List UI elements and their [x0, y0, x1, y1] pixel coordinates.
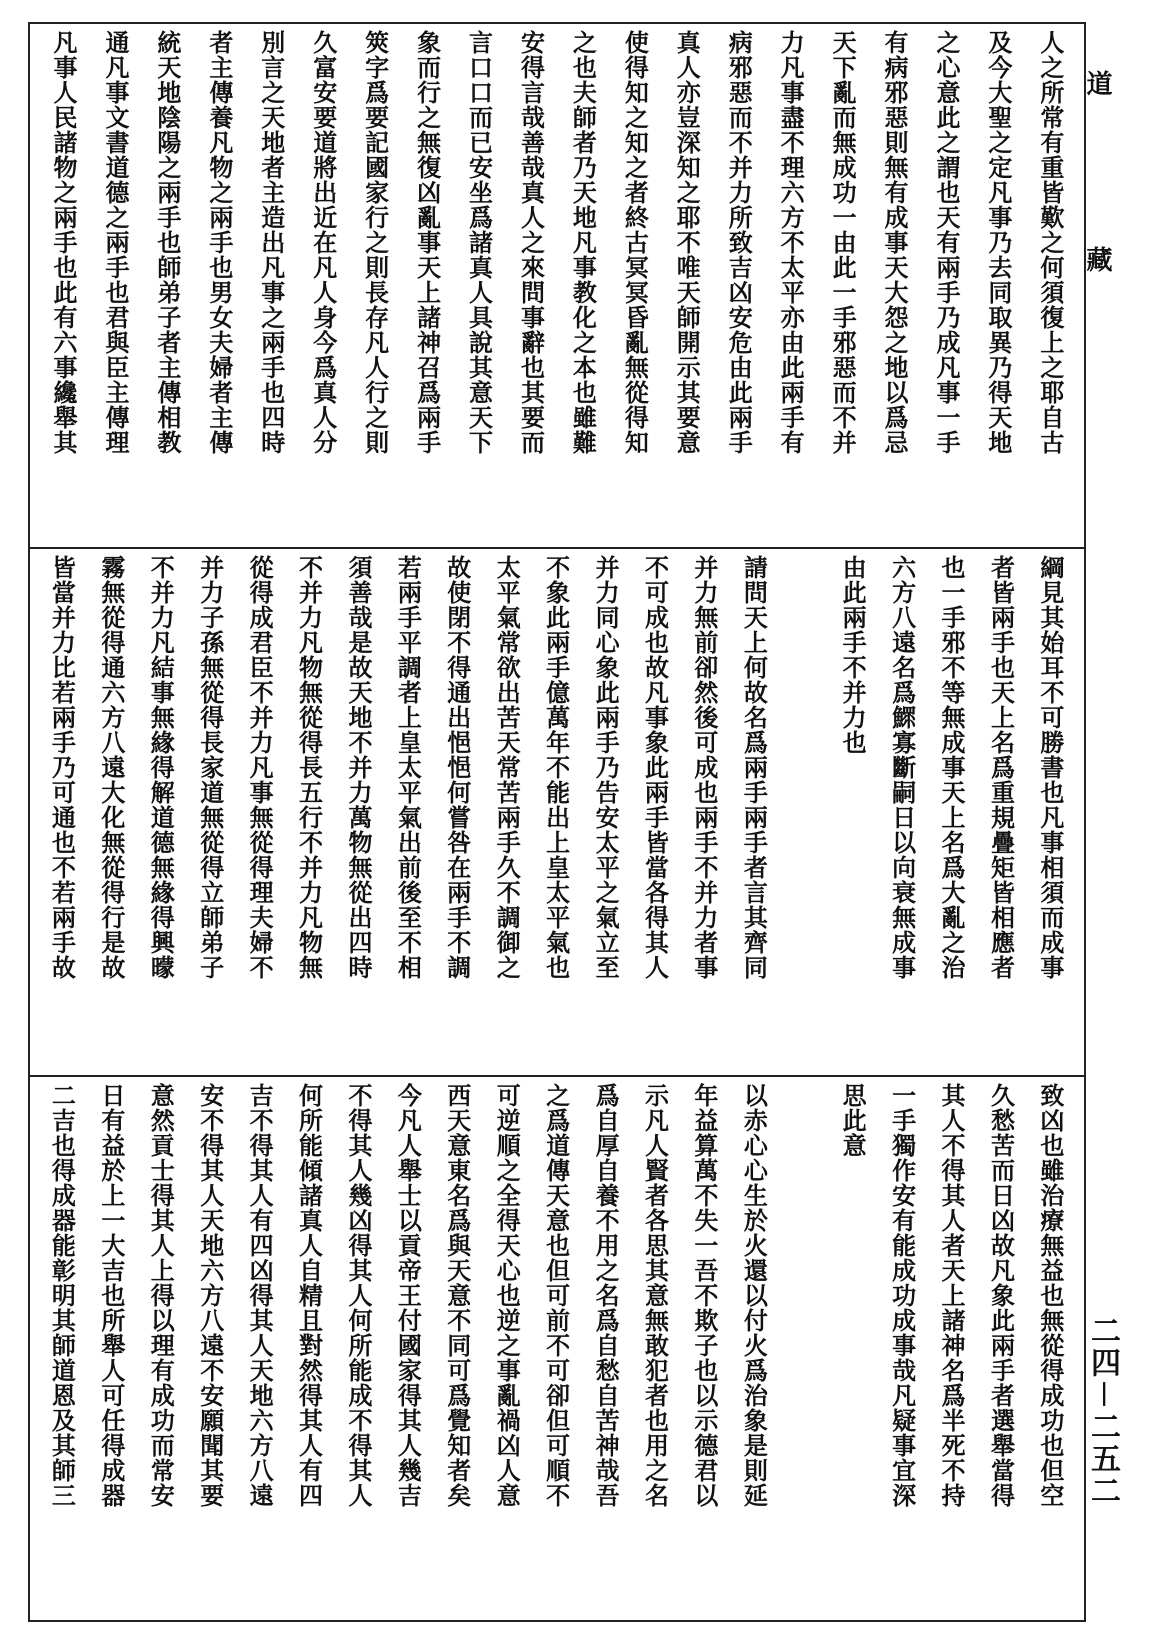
text-column: 意然貢士得其人上得以理有成功而常安: [146, 1083, 176, 1508]
text-column: 其人不得其人者天上諸神名爲半死不持: [937, 1083, 967, 1508]
text-column: 象而行之無復凶亂事天上諸神召爲兩手: [412, 30, 442, 455]
text-column: 故使閉不得通出悒悒何嘗咎在兩手不調: [442, 555, 472, 980]
text-column: 以赤心心生於火還以付火爲治象是則延: [739, 1083, 769, 1508]
text-column: 不可成也故凡事象此兩手皆當各得其人: [640, 555, 670, 980]
text-column: 示凡人賢者各思其意無敢犯者也用之名: [640, 1083, 670, 1508]
text-column: 真人亦豈深知之耶不唯天師開示其要意: [672, 30, 702, 455]
text-column: 及今大聖之定凡事乃去同取異乃得天地: [983, 30, 1013, 455]
text-column: 統天地陰陽之兩手也師弟子者主傳相教: [152, 30, 182, 455]
text-column: 有病邪惡則無有成事天大怨之地以爲忌: [880, 30, 909, 455]
text-column: 從得成君臣不并力凡事無從得理夫婦不: [245, 555, 275, 980]
text-column: 不象此兩手億萬年不能出上皇太平氣也: [541, 555, 571, 980]
text-column: 年益算萬不失一吾不欺子也以示德君以: [689, 1083, 719, 1508]
margin-title: 道藏: [1082, 70, 1112, 422]
text-column: 何所能傾諸真人自精且對然得其人有四: [294, 1083, 324, 1508]
text-column: 病邪惡而不并力所致吉凶安危由此兩手: [724, 30, 754, 455]
text-column: 日有益於上一大吉也所舉人可任得成器: [96, 1083, 126, 1508]
text-column: 久愁苦而日凶故凡象此兩手者選舉當得: [986, 1083, 1016, 1508]
text-column: 致凶也雖治療無益也無從得成功也但空: [1035, 1083, 1065, 1508]
text-column: 人之所常有重皆歎之何須復上之耶自古: [1035, 30, 1065, 455]
text-column: 使得知之知之者終古冥冥昏亂無從得知: [620, 30, 650, 455]
text-column: [779, 555, 828, 1069]
text-column: 別言之天地者主造出凡事之兩手也四時: [256, 30, 286, 455]
text-column: 筴字爲要記國家行之則長存凡人行之則: [360, 30, 390, 455]
text-column: 并力同心象此兩手乃告安太平之氣立至: [591, 555, 621, 980]
text-column: 思此意: [838, 1083, 868, 1158]
text-panel-bottom: [30, 1077, 1084, 1620]
text-column: 若兩手平調者上皇太平氣出前後至不相: [393, 555, 423, 980]
column-group: [38, 30, 1076, 541]
text-column: 皆當并力比若兩手乃可通也不若兩手故: [47, 555, 77, 980]
text-column: 久富安要道將出近在凡人身今爲真人分: [308, 30, 338, 455]
text-panel-top: [30, 24, 1084, 547]
text-column: 不并力凡結事無緣得解道德無緣得興曚: [146, 555, 176, 980]
text-column: 天下亂而無成功一由此一手邪惡而不并: [828, 30, 858, 455]
column-group: [38, 555, 1076, 1069]
margin-page-number: 二四－二五二: [1085, 1315, 1120, 1507]
text-column: 爲自厚自養不用之名爲自愁自苦神哉吾: [591, 1083, 621, 1508]
text-column: 不并力凡物無從得長五行不并力凡物無: [294, 555, 324, 980]
text-column: 須善哉是故天地不并力萬物無從出四時: [343, 555, 373, 980]
text-column: 二吉也得成器能彰明其師道恩及其師三: [47, 1083, 77, 1508]
text-column: 請問天上何故名爲兩手兩手者言其齊同: [739, 555, 769, 980]
text-column: 今凡人舉士以貢帝王付國家得其人幾吉: [393, 1083, 423, 1508]
text-column: 安不得其人天地六方八遠不安願聞其要: [195, 1083, 225, 1508]
text-column: 之爲道傳天意也但可前不可卻但可順不: [541, 1083, 571, 1508]
text-column: 一手獨作安有能成功成事哉凡疑事宜深: [887, 1083, 917, 1508]
text-panel-middle: [30, 549, 1084, 1075]
text-column: 并力無前卻然後可成也兩手不并力者事: [689, 555, 719, 980]
text-column: [779, 1083, 828, 1614]
column-group: [38, 1083, 1076, 1614]
text-column: 西天意東名爲與天意不同可爲覺知者矣: [442, 1083, 472, 1508]
text-column: 不得其人幾凶得其人何所能成不得其人: [343, 1083, 373, 1508]
text-column: 之也夫師者乃天地凡事教化之本也雖難: [568, 30, 598, 455]
text-column: 并力子孫無從得長家道無從得立師弟子: [195, 555, 225, 980]
text-column: 安得言哉善哉真人之來問事辭也其要而: [516, 30, 546, 455]
text-column: 由此兩手不并力也: [838, 555, 868, 755]
text-column: 通凡事文書道德之兩手也君與臣主傳理: [100, 30, 130, 455]
text-column: 太平氣常欲出苦天常苦兩手久不調御之: [492, 555, 522, 980]
text-column: 力凡事盡不理六方不太平亦由此兩手有: [776, 30, 806, 455]
text-column: 六方八遠名爲鰥寡斷嗣日以向衰無成事: [887, 555, 917, 980]
text-column: 可逆順之全得天心也逆之事亂禍凶人意: [492, 1083, 522, 1508]
text-column: 者主傳養凡物之兩手也男女夫婦者主傳: [204, 30, 234, 455]
text-column: 吉不得其人有四凶得其人天地六方八遠: [245, 1083, 275, 1508]
text-column: 之心意此之謂也天有兩手乃成凡事一手: [931, 30, 961, 455]
page-frame: [28, 22, 1086, 1622]
text-column: 凡事人民諸物之兩手也此有六事纔舉其: [49, 30, 78, 455]
text-column: 綱見其始耳不可勝書也凡事相須而成事: [1035, 555, 1065, 980]
text-column: 霧無從得通六方八遠大化無從得行是故: [96, 555, 126, 980]
text-column: 言口口而已安坐爲諸真人具說其意天下: [464, 30, 494, 455]
text-column: 也一手邪不等無成事天上名爲大亂之治: [937, 555, 967, 980]
text-column: 者皆兩手也天上名爲重規疊矩皆相應者: [986, 555, 1016, 980]
